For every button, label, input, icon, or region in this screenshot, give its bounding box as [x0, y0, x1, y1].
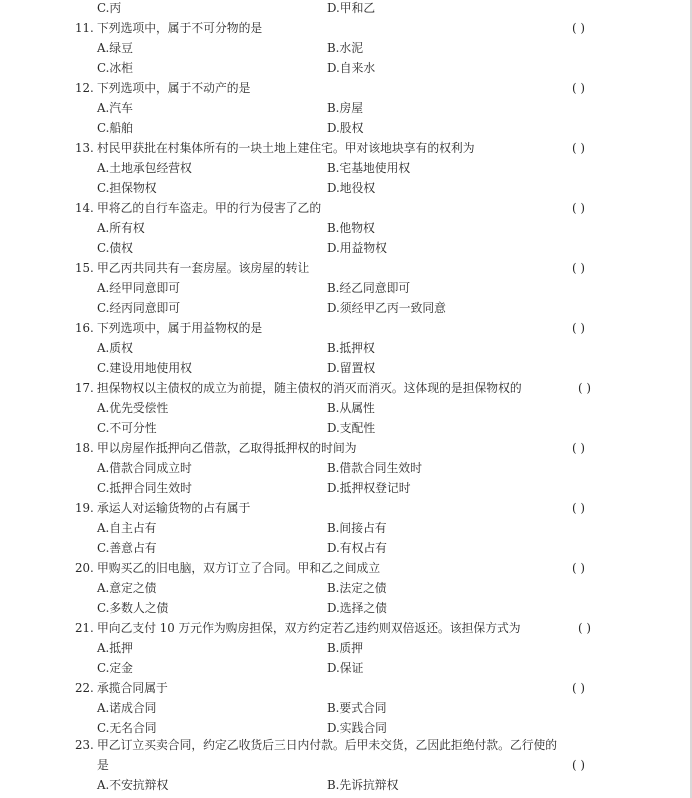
- question-stem: 下列选项中，属于不动产的是: [97, 81, 251, 95]
- question-number: 12.: [75, 81, 94, 95]
- option-d: D.保证: [327, 661, 364, 675]
- option-a: A.抵押: [97, 641, 133, 655]
- options-row: [0, 698, 692, 718]
- option-b: B.先诉抗辩权: [327, 778, 399, 792]
- answer-blank: ( ): [578, 381, 591, 395]
- question-stem: 承揽合同属于: [97, 681, 168, 695]
- option-a: A.汽车: [97, 101, 133, 115]
- option-d: D.须经甲乙丙一致同意: [327, 301, 446, 315]
- question-stem-row: [0, 558, 692, 578]
- question-stem: 甲购买乙的旧电脑，双方订立了合同。甲和乙之间成立: [97, 561, 381, 575]
- answer-blank: ( ): [572, 321, 585, 335]
- option-a: A.意定之债: [97, 581, 157, 595]
- question-stem-row: [0, 735, 692, 755]
- options-row: [0, 218, 692, 238]
- question-number: 15.: [75, 261, 94, 275]
- option-c: C.丙: [97, 1, 122, 15]
- options-row: [0, 178, 692, 198]
- question-number: 17.: [75, 381, 94, 395]
- question-stem-row: [0, 618, 692, 638]
- question-stem: 甲以房屋作抵押向乙借款，乙取得抵押权的时间为: [97, 441, 357, 455]
- option-c: C.多数人之债: [97, 601, 169, 615]
- question-stem: 下列选项中，属于不可分物的是: [97, 21, 263, 35]
- answer-blank: ( ): [572, 21, 585, 35]
- answer-blank: ( ): [572, 681, 585, 695]
- option-d: D.股权: [327, 121, 364, 135]
- question-stem: 村民甲获批在村集体所有的一块土地上建住宅。甲对该地块享有的权利为: [97, 141, 475, 155]
- option-c: C.船舶: [97, 121, 133, 135]
- option-c: C.抵押合同生效时: [97, 481, 192, 495]
- question-stem: 甲乙订立买卖合同，约定乙收货后三日内付款。后甲未交货，乙因此拒绝付款。乙行使的: [97, 738, 558, 752]
- options-row: [0, 598, 692, 618]
- option-c: C.不可分性: [97, 421, 157, 435]
- options-row: [0, 418, 692, 438]
- options-row: [0, 358, 692, 378]
- question-number: 13.: [75, 141, 94, 155]
- option-c: C.无名合同: [97, 721, 157, 735]
- option-b: B.要式合同: [327, 701, 387, 715]
- answer-blank: ( ): [572, 758, 585, 772]
- options-row: [0, 658, 692, 678]
- option-b: B.他物权: [327, 221, 375, 235]
- options-row: [0, 278, 692, 298]
- question-number: 23.: [75, 738, 94, 752]
- question-stem-row: [0, 755, 692, 775]
- question-stem-row: [0, 78, 692, 98]
- options-row: [0, 458, 692, 478]
- answer-blank: ( ): [572, 561, 585, 575]
- option-d: D.选择之债: [327, 601, 387, 615]
- option-d: D.实践合同: [327, 721, 387, 735]
- option-a: A.绿豆: [97, 41, 133, 55]
- question-stem-row: [0, 438, 692, 458]
- question-number: 16.: [75, 321, 94, 335]
- question-number: 14.: [75, 201, 94, 215]
- answer-blank: ( ): [572, 81, 585, 95]
- options-row: [0, 775, 692, 795]
- option-c: C.建设用地使用权: [97, 361, 192, 375]
- question-number: 11.: [75, 21, 94, 35]
- answer-blank: ( ): [572, 201, 585, 215]
- option-d: D.有权占有: [327, 541, 387, 555]
- option-a: A.不安抗辩权: [97, 778, 169, 792]
- option-b: B.从属性: [327, 401, 375, 415]
- options-row: [0, 58, 692, 78]
- option-a: A.诺成合同: [97, 701, 157, 715]
- answer-blank: ( ): [578, 621, 591, 635]
- question-number: 19.: [75, 501, 94, 515]
- option-c: C.担保物权: [97, 181, 157, 195]
- answer-blank: ( ): [572, 141, 585, 155]
- question-stem: 甲向乙支付 10 万元作为购房担保，双方约定若乙违约则双倍返还。该担保方式为: [97, 621, 521, 635]
- options-row: [0, 158, 692, 178]
- options-row: [0, 338, 692, 358]
- question-stem: 担保物权以主债权的成立为前提，随主债权的消灭而消灭。这体现的是担保物权的: [97, 381, 522, 395]
- question-stem-row: [0, 18, 692, 38]
- option-b: B.抵押权: [327, 341, 375, 355]
- options-row: [0, 298, 692, 318]
- option-c: C.定金: [97, 661, 133, 675]
- option-c: C.经丙同意即可: [97, 301, 181, 315]
- options-row: [0, 98, 692, 118]
- answer-blank: ( ): [572, 441, 585, 455]
- option-d: D.留置权: [327, 361, 376, 375]
- option-d: D.地役权: [327, 181, 376, 195]
- option-b: B.水泥: [327, 41, 364, 55]
- question-stem: 承运人对运输货物的占有属于: [97, 501, 251, 515]
- option-b: B.宅基地使用权: [327, 161, 411, 175]
- option-a: A.经甲同意即可: [97, 281, 181, 295]
- question-stem-row: [0, 138, 692, 158]
- options-row: [0, 638, 692, 658]
- question-number: 21.: [75, 621, 94, 635]
- question-stem-continued: 是: [97, 758, 109, 772]
- option-b: B.经乙同意即可: [327, 281, 411, 295]
- options-row: [0, 118, 692, 138]
- options-row: [0, 38, 692, 58]
- options-row: [0, 398, 692, 418]
- option-a: A.土地承包经营权: [97, 161, 192, 175]
- question-stem-row: [0, 258, 692, 278]
- question-number: 20.: [75, 561, 94, 575]
- option-d: D.抵押权登记时: [327, 481, 411, 495]
- question-stem-row: [0, 198, 692, 218]
- option-a: A.自主占有: [97, 521, 157, 535]
- answer-blank: ( ): [572, 501, 585, 515]
- answer-blank: ( ): [572, 261, 585, 275]
- option-b: B.间接占有: [327, 521, 387, 535]
- question-stem: 甲乙丙共同共有一套房屋。该房屋的转让: [97, 261, 310, 275]
- option-b: B.法定之债: [327, 581, 387, 595]
- options-row: [0, 518, 692, 538]
- option-c: C.债权: [97, 241, 133, 255]
- option-a: A.质权: [97, 341, 133, 355]
- question-number: 22.: [75, 681, 94, 695]
- option-d: D.甲和乙: [327, 1, 376, 15]
- question-stem-row: [0, 498, 692, 518]
- option-c: C.善意占有: [97, 541, 157, 555]
- option-b: B.借款合同生效时: [327, 461, 422, 475]
- option-d: D.支配性: [327, 421, 376, 435]
- question-stem-row: [0, 678, 692, 698]
- options-row: [0, 578, 692, 598]
- options-row: [0, 538, 692, 558]
- option-a: A.优先受偿性: [97, 401, 169, 415]
- question-stem: 甲将乙的自行车盗走。甲的行为侵害了乙的: [97, 201, 322, 215]
- option-a: A.所有权: [97, 221, 145, 235]
- option-a: A.借款合同成立时: [97, 461, 192, 475]
- question-stem-row: [0, 378, 692, 398]
- option-d: D.自来水: [327, 61, 376, 75]
- question-stem-row: [0, 318, 692, 338]
- option-b: B.房屋: [327, 101, 364, 115]
- question-number: 18.: [75, 441, 94, 455]
- options-row: [0, 238, 692, 258]
- option-b: B.质押: [327, 641, 364, 655]
- option-c: C.冰柜: [97, 61, 133, 75]
- options-row: [0, 0, 692, 18]
- question-stem: 下列选项中，属于用益物权的是: [97, 321, 263, 335]
- options-row: [0, 478, 692, 498]
- option-d: D.用益物权: [327, 241, 387, 255]
